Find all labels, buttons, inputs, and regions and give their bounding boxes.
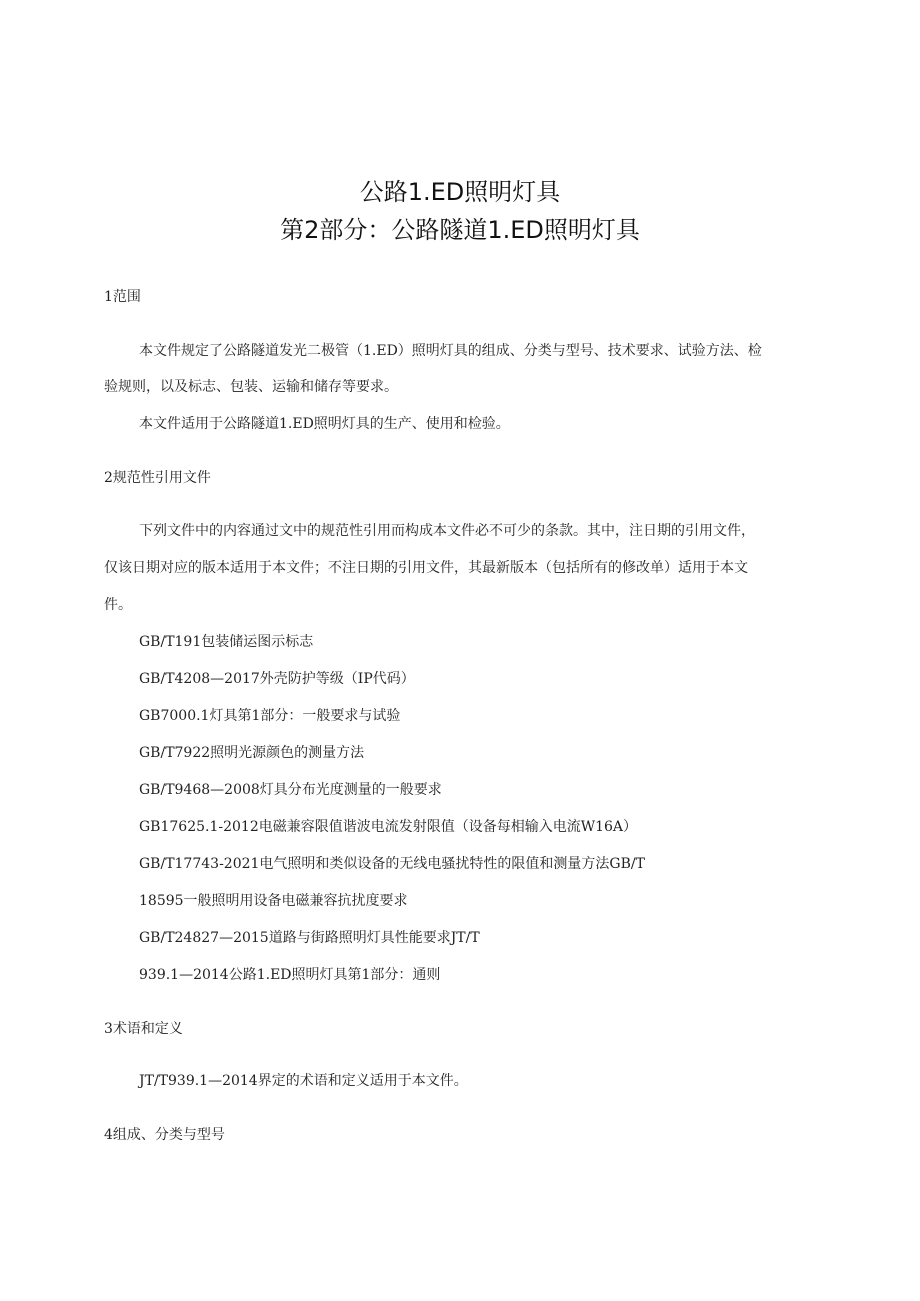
reference-item: GB/T9468—2008灯具分布光度测量的一般要求	[139, 782, 442, 798]
section-2-intro-line-1: 下列文件中的内容通过文中的规范性引用而构成本文件必不可少的条款。其中，注日期的引用文件，	[139, 523, 755, 539]
section-1-heading: 1范围	[104, 289, 141, 305]
reference-item: GB/T7922照明光源颜色的测量方法	[139, 745, 365, 761]
reference-item: GB/T24827—2015道路与街路照明灯具性能要求JT/T	[139, 930, 480, 946]
section-4-heading: 4组成、分类与型号	[104, 1127, 225, 1143]
reference-item: GB17625.1-2012电磁兼容限值谐波电流发射限值（设备每相输入电流W16A）	[139, 819, 638, 835]
document-title-line1: 公路1.ED照明灯具	[359, 178, 561, 206]
reference-item: GB7000.1灯具第1部分：一般要求与试验	[139, 708, 401, 724]
section-2-heading: 2规范性引用文件	[104, 470, 211, 486]
reference-item: GB/T191包装储运图示标志	[139, 634, 314, 650]
section-1-paragraph-2: 本文件适用于公路隧道1.ED照明灯具的生产、使用和检验。	[139, 416, 510, 432]
section-2-intro-line-2: 仅该日期对应的版本适用于本文件；不注日期的引用文件，其最新版本（包括所有的修改单）适用于本文	[104, 560, 748, 576]
reference-item: GB/T4208—2017外壳防护等级（IP代码）	[139, 671, 415, 687]
section-3-heading: 3术语和定义	[104, 1021, 183, 1037]
document-title-line2: 第2部分：公路隧道1.ED照明灯具	[280, 216, 640, 244]
section-3-paragraph-1: JT/T939.1—2014界定的术语和定义适用于本文件。	[139, 1073, 468, 1089]
section-1-paragraph-1-line-2: 验规则，以及标志、包装、运输和储存等要求。	[104, 379, 398, 395]
reference-item: 18595一般照明用设备电磁兼容抗扰度要求	[139, 893, 408, 909]
section-1-paragraph-1-line-1: 本文件规定了公路隧道发光二极管（1.ED）照明灯具的组成、分类与型号、技术要求、试验方法、检	[139, 343, 762, 359]
reference-item: 939.1—2014公路1.ED照明灯具第1部分：通则	[139, 967, 441, 983]
reference-item: GB/T17743-2021电气照明和类似设备的无线电骚扰特性的限值和测量方法GB/T	[139, 856, 645, 872]
section-2-intro-line-3: 件。	[104, 597, 132, 613]
